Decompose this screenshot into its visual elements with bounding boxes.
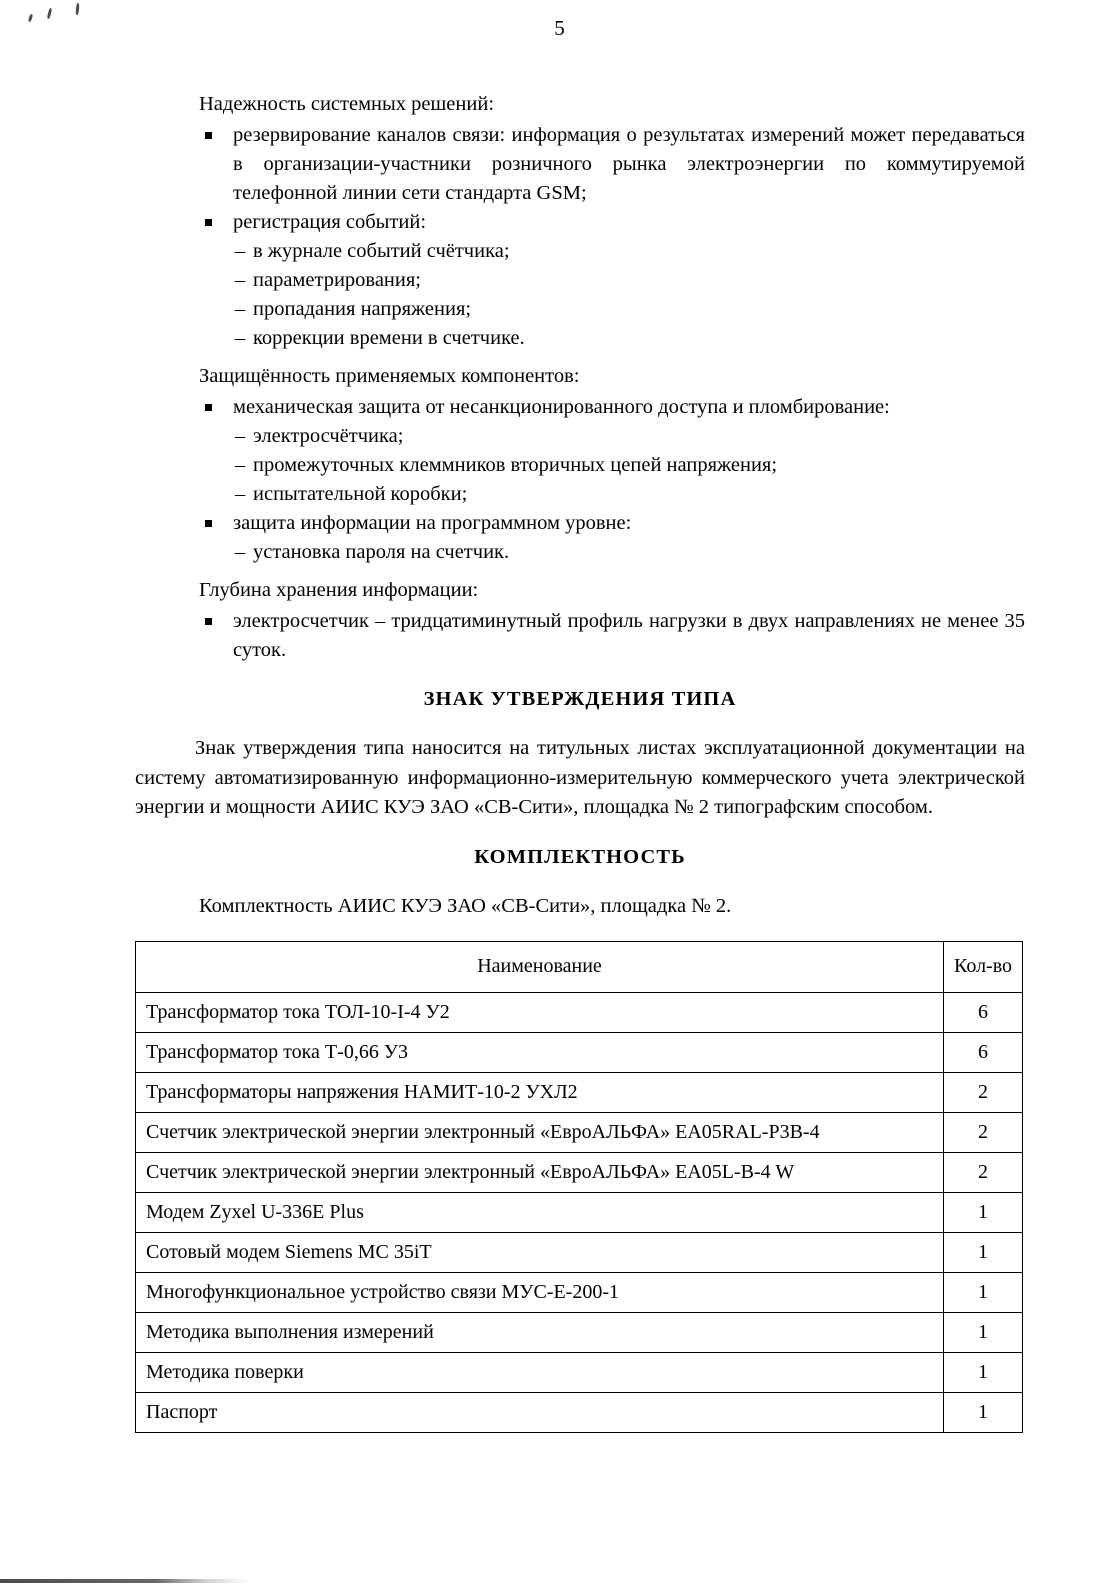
cell-item-qty: 2 [944,1152,1023,1192]
bullet-item [135,607,1025,665]
dash-list-events [135,237,1025,353]
dash-text: установка пароля на счетчик. [253,541,510,563]
cell-item-name: Многофункциональное устройство связи МУС-Е-200-1 [136,1272,944,1312]
dash-item [135,266,1025,295]
cell-item-qty: 1 [944,1312,1023,1352]
cell-item-name: Модем Zyxel U-336E Plus [136,1192,944,1232]
dash-item [135,422,1025,451]
dash-item [135,295,1025,324]
bullet-text: защита информации на программном уровне: [233,512,632,534]
table-row [136,1112,1023,1152]
cell-item-qty: 1 [944,1232,1023,1272]
bullet-text: регистрация событий: [233,211,427,233]
bullet-text: резервирование каналов связи: информация о результатах измерений может передаваться в организации-участники розничного рынка электроэнергии по коммутируемой телефонной линии сети стандарта GSM; [233,124,1025,204]
table-row [136,992,1023,1032]
dash-text: пропадания напряжения; [253,298,472,320]
dash-icon: – [235,269,246,291]
cell-item-qty: 1 [944,1392,1023,1432]
table-row [136,1312,1023,1352]
dash-icon: – [235,483,246,505]
table-row [136,1152,1023,1192]
cell-item-name: Трансформатор тока Т-0,66 У3 [136,1032,944,1072]
dash-icon: – [235,240,246,262]
cell-item-qty: 1 [944,1352,1023,1392]
bullet-item [135,393,1025,422]
cell-item-name: Методика поверки [136,1352,944,1392]
table-row [136,1232,1023,1272]
bullet-list-protection-soft [135,509,1025,538]
completeness-table [135,941,1023,1433]
dash-icon: – [235,298,246,320]
table-header-row [136,941,1023,992]
square-bullet-icon [205,618,212,625]
bullet-text: электросчетчик – тридцатиминутный профиль нагрузки в двух направлениях не менее 35 суток. [233,610,1025,661]
table-row [136,1032,1023,1072]
section-lead-storage-depth: Глубина хранения информации: [199,579,479,601]
table-row [136,1352,1023,1392]
dash-icon: – [235,541,246,563]
square-bullet-icon [205,219,212,226]
table-row [136,1272,1023,1312]
completeness-caption: Комплектность АИИС КУЭ ЗАО «СВ-Сити», площадка № 2. [199,894,732,917]
scan-artifact-edge [0,1579,250,1583]
cell-item-qty: 2 [944,1072,1023,1112]
column-header-quantity: Кол-во [944,941,1023,992]
section-lead-protection: Защищённость применяемых компонентов: [199,365,580,387]
cell-item-name: Методика выполнения измерений [136,1312,944,1352]
cell-item-qty: 1 [944,1272,1023,1312]
bullet-text: механическая защита от несанкционированного доступа и пломбирование: [233,396,890,418]
bullet-item [135,208,1025,237]
dash-icon: – [235,327,246,349]
dash-icon: – [235,425,246,447]
dash-icon: – [235,454,246,476]
page-number: 5 [554,16,565,40]
bullet-list-protection-mech [135,393,1025,422]
bullet-list-storage-depth [135,607,1025,665]
paragraph-approval-mark: Знак утверждения типа наносится на титульных листах эксплуатационной документации на систему автоматизированную информационно-измерительную коммерческого учета электрической энергии и мощности АИИС КУЭ ЗАО «СВ-Сити», площадка № 2 типографским способом. [135,737,1025,818]
section-lead-reliability: Надежность системных решений: [199,93,495,115]
table-row [136,1192,1023,1232]
column-header-name: Наименование [136,941,944,992]
cell-item-name: Счетчик электрической энергии электронный «ЕвроАЛЬФА» EA05L-B-4 W [136,1152,944,1192]
cell-item-name: Сотовый модем Siemens MC 35iT [136,1232,944,1272]
dash-item [135,538,1025,567]
cell-item-name: Паспорт [136,1392,944,1432]
cell-item-name: Трансформаторы напряжения НАМИТ-10-2 УХЛ2 [136,1072,944,1112]
cell-item-qty: 6 [944,1032,1023,1072]
bullet-list-reliability [135,121,1025,237]
dash-text: промежуточных клеммников вторичных цепей напряжения; [253,454,778,476]
heading-approval-mark: ЗНАК УТВЕРЖДЕНИЯ ТИПА [423,688,737,710]
table-row [136,1072,1023,1112]
square-bullet-icon [205,520,212,527]
bullet-item [135,509,1025,538]
dash-text: электросчётчика; [253,425,404,447]
cell-item-qty: 1 [944,1192,1023,1232]
cell-item-qty: 2 [944,1112,1023,1152]
dash-text: испытательной коробки; [253,483,468,505]
table-row [136,1392,1023,1432]
dash-text: коррекции времени в счетчике. [253,327,525,349]
heading-completeness: КОМПЛЕКТНОСТЬ [474,845,686,868]
dash-list-software-protection [135,538,1025,567]
dash-item [135,480,1025,509]
dash-item [135,324,1025,353]
cell-item-name: Трансформатор тока ТОЛ-10-I-4 У2 [136,992,944,1032]
dash-text: в журнале событий счётчика; [253,240,510,262]
cell-item-qty: 6 [944,992,1023,1032]
dash-text: параметрирования; [253,269,421,291]
bullet-item [135,121,1025,208]
page-content [135,90,1025,1433]
dash-item [135,237,1025,266]
square-bullet-icon [205,404,212,411]
dash-list-mech-protection [135,422,1025,509]
scan-artifact-mark [75,3,79,15]
square-bullet-icon [205,132,212,139]
cell-item-name: Счетчик электрической энергии электронный «ЕвроАЛЬФА» EA05RAL-P3B-4 [136,1112,944,1152]
dash-item [135,451,1025,480]
